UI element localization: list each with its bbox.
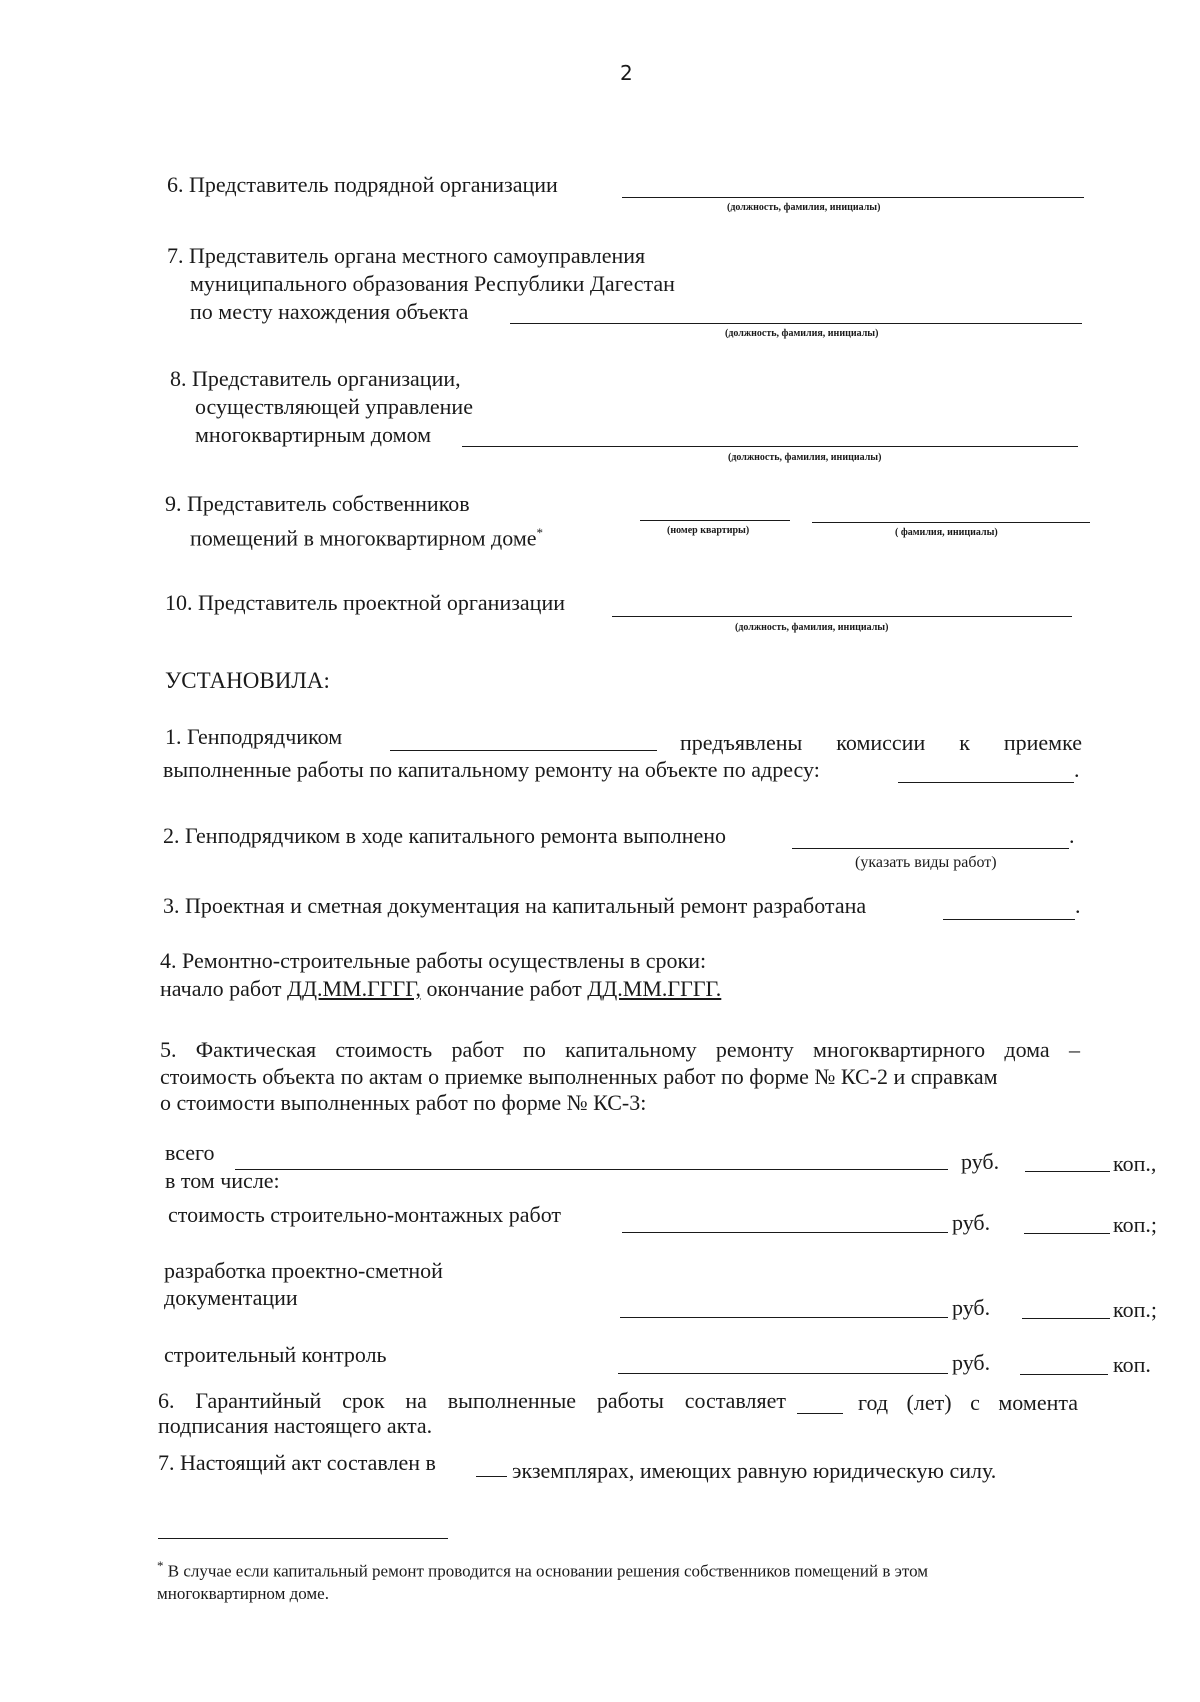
- copies-count-line[interactable]: [476, 1476, 507, 1477]
- end-label: окончание работ: [426, 976, 582, 1001]
- design-rub-line[interactable]: [620, 1317, 948, 1318]
- total-kop-label: коп.,: [1113, 1151, 1157, 1176]
- item5-line3: о стоимости выполненных работ по форме № КС-3:: [160, 1090, 647, 1115]
- warranty-years-line[interactable]: [797, 1413, 843, 1414]
- municipal-rep-line3: по месту нахождения объекта: [190, 299, 469, 324]
- management-rep-caption: (должность, фамилия, инициалы): [728, 452, 882, 463]
- construction-kop-label: коп.;: [1113, 1212, 1157, 1237]
- design-org-rep-label: 10. Представитель проектной организации: [165, 590, 565, 615]
- owner-name-line[interactable]: [812, 522, 1090, 523]
- control-rub-label: руб.: [952, 1350, 991, 1375]
- item3-text: 3. Проектная и сметная документация на капитальный ремонт разработана: [163, 893, 867, 918]
- item1-line2: выполненные работы по капитальному ремонту на объекте по адресу:: [163, 757, 820, 782]
- item2-period: .: [1069, 823, 1075, 848]
- design-kop-line[interactable]: [1022, 1318, 1110, 1319]
- owners-rep-line2-text: помещений в многоквартирном доме: [190, 525, 537, 551]
- footnote: [157, 1555, 1057, 1605]
- general-contractor-line[interactable]: [390, 750, 657, 751]
- design-org-rep-caption: (должность, фамилия, инициалы): [735, 622, 889, 633]
- total-rub-line[interactable]: [235, 1169, 948, 1170]
- documentation-developer-line[interactable]: [943, 919, 1075, 920]
- owner-name-caption: ( фамилия, инициалы): [895, 527, 998, 538]
- contractor-rep-caption: (должность, фамилия, инициалы): [727, 202, 881, 213]
- owners-rep-line1: 9. Представитель собственников: [165, 491, 470, 516]
- control-rub-line[interactable]: [618, 1373, 948, 1374]
- construction-kop-line[interactable]: [1024, 1233, 1110, 1234]
- management-rep-line1: 8. Представитель организации,: [170, 366, 461, 391]
- construction-rub-label: руб.: [952, 1210, 991, 1235]
- design-org-rep-line[interactable]: [612, 616, 1072, 617]
- item4-line2: [160, 976, 721, 1002]
- works-performed-line[interactable]: [792, 848, 1069, 849]
- footnote-mark: *: [157, 1558, 164, 1573]
- item6-part1: 6. Гарантийный срок на выполненные работы составляет: [158, 1388, 786, 1413]
- design-kop-label: коп.;: [1113, 1297, 1157, 1322]
- owners-rep-footnote-mark: *: [536, 525, 544, 540]
- item1-part1: 1. Генподрядчиком: [165, 724, 343, 749]
- item5-line2: стоимость объекта по актам о приемке выполненных работ по форме № КС-2 и справкам: [160, 1064, 998, 1089]
- including-label: в том числе:: [165, 1168, 280, 1193]
- item6-part2: год (лет) с момента: [858, 1390, 1078, 1415]
- control-kop-line[interactable]: [1020, 1374, 1108, 1375]
- footnote-text: В случае если капитальный ремонт проводится на основании решения собственников помещений в этом многоквартирном доме.: [157, 1561, 929, 1603]
- item3-period: .: [1075, 893, 1081, 918]
- design-cost-line1: разработка проектно-сметной: [164, 1258, 443, 1283]
- municipal-rep-line[interactable]: [510, 323, 1082, 324]
- construction-cost-label: стоимость строительно-монтажных работ: [168, 1202, 562, 1227]
- item1-period: .: [1074, 757, 1080, 782]
- municipal-rep-line2: муниципального образования Республики Дагестан: [190, 271, 675, 296]
- management-rep-line[interactable]: [462, 446, 1078, 447]
- apartment-number-line[interactable]: [640, 520, 790, 521]
- design-cost-line2: документации: [164, 1285, 298, 1310]
- contractor-rep-label: 6. Представитель подрядной организации: [167, 172, 558, 197]
- management-rep-line2: осуществляющей управление: [195, 394, 473, 419]
- municipal-rep-caption: (должность, фамилия, инициалы): [725, 328, 879, 339]
- item2-text: 2. Генподрядчиком в ходе капитального ремонта выполнено: [163, 823, 727, 848]
- total-rub-label: руб.: [961, 1149, 1000, 1174]
- apartment-number-caption: (номер квартиры): [667, 525, 750, 536]
- object-address-line[interactable]: [898, 782, 1074, 783]
- established-heading: УСТАНОВИЛА:: [165, 668, 330, 693]
- item1-part2: предъявлены комиссии к приемке: [680, 730, 1082, 755]
- total-kop-line[interactable]: [1025, 1171, 1110, 1172]
- item5-line1: 5. Фактическая стоимость работ по капитальному ремонту многоквартирного дома –: [160, 1037, 1080, 1062]
- works-type-caption: (указать виды работ): [855, 854, 997, 871]
- management-rep-line3: многоквартирным домом: [195, 422, 431, 447]
- item7-part2: экземплярах, имеющих равную юридическую силу.: [512, 1458, 997, 1483]
- start-label: начало работ: [160, 976, 282, 1001]
- item4-line1: 4. Ремонтно-строительные работы осуществлены в сроки:: [160, 948, 707, 973]
- control-kop-label: коп.: [1113, 1352, 1151, 1377]
- total-cost-label: всего: [165, 1140, 215, 1165]
- municipal-rep-line1: 7. Представитель органа местного самоуправления: [167, 243, 646, 268]
- item6-line2: подписания настоящего акта.: [158, 1413, 433, 1438]
- item7-part1: 7. Настоящий акт составлен в: [158, 1450, 436, 1475]
- footnote-separator: [158, 1538, 448, 1539]
- design-rub-label: руб.: [952, 1295, 991, 1320]
- page-number: 2: [620, 61, 633, 85]
- contractor-rep-line[interactable]: [622, 197, 1084, 198]
- owners-rep-line2: [190, 520, 543, 551]
- end-date-field[interactable]: ДД.ММ.ГГГГ.: [587, 976, 722, 1001]
- construction-rub-line[interactable]: [622, 1232, 948, 1233]
- control-cost-label: строительный контроль: [164, 1342, 387, 1367]
- start-date-field[interactable]: ДД.ММ.ГГГГ,: [286, 976, 421, 1001]
